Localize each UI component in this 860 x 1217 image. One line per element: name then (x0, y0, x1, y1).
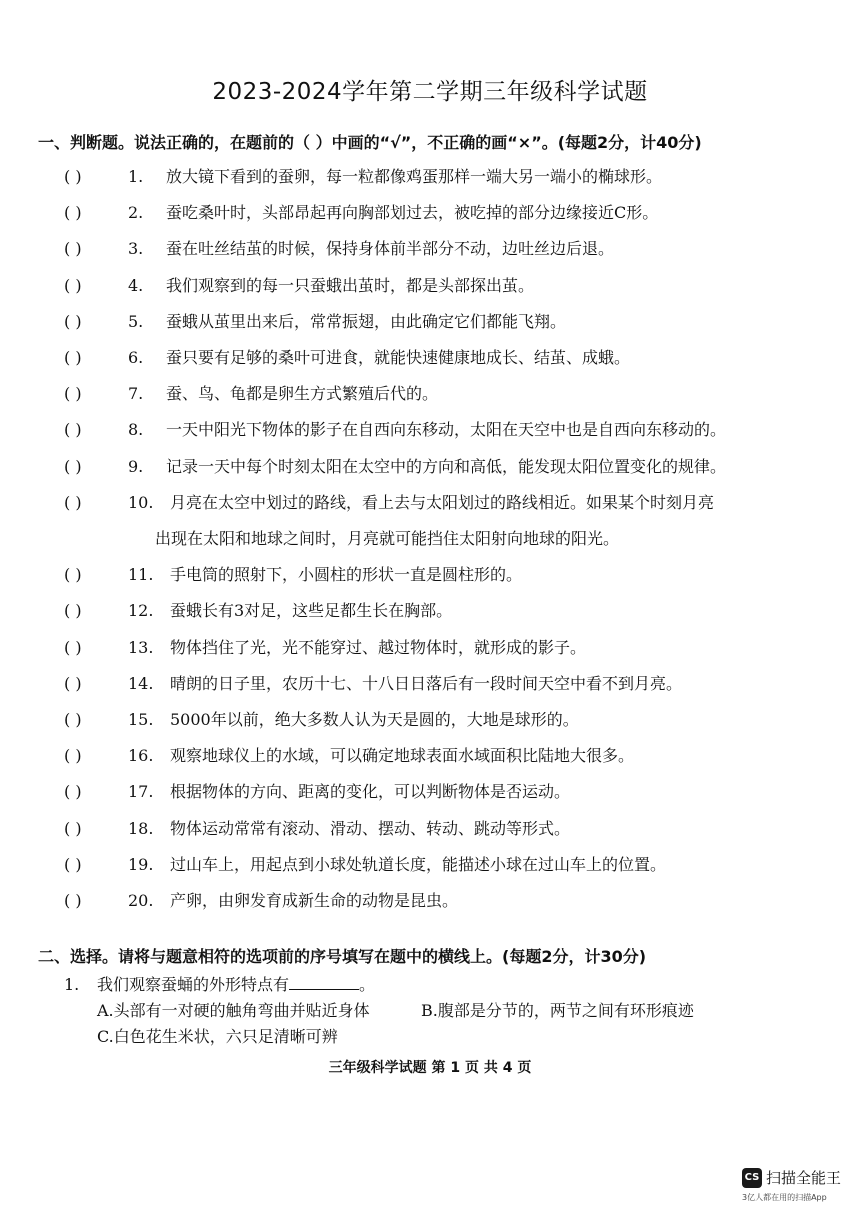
question-row (64, 235, 614, 263)
question-row (64, 163, 662, 191)
question-number: 13. (128, 638, 154, 657)
question-row (64, 489, 714, 517)
question-number: 10. (128, 493, 154, 512)
question-stem: 我们观察蚕蛹的外形特点有 (97, 975, 290, 994)
answer-parentheses[interactable]: ( ) (64, 420, 82, 439)
answer-parentheses[interactable]: ( ) (64, 565, 82, 584)
question-text: 晴朗的日子里，农历十七、十八日日落后有一段时间天空中看不到月亮。 (170, 674, 683, 693)
question-text: 根据物体的方向、距离的变化，可以判断物体是否运动。 (170, 782, 571, 801)
question-row (64, 597, 452, 625)
answer-parentheses[interactable]: ( ) (64, 493, 82, 512)
question-number: 6. (128, 348, 144, 367)
question-number: 5. (128, 312, 144, 331)
question-text: 放大镜下看到的蚕卵，每一粒都像鸡蛋那样一端大另一端小的椭球形。 (166, 167, 663, 186)
question-text: 记录一天中每个时刻太阳在太空中的方向和高低，能发现太阳位置变化的规律。 (166, 457, 727, 476)
answer-blank[interactable] (289, 975, 359, 990)
answer-parentheses[interactable]: ( ) (64, 891, 82, 910)
watermark-tagline: 3亿人都在用的扫描App (742, 1193, 827, 1202)
question-row (64, 199, 658, 227)
choice-question-1 (64, 972, 375, 998)
answer-parentheses[interactable]: ( ) (64, 457, 82, 476)
question-number: 20. (128, 891, 154, 910)
question-number: 1. (128, 167, 144, 186)
question-end-punct: 。 (359, 975, 376, 994)
question-text: 我们观察到的每一只蚕蛾出茧时，都是头部探出茧。 (166, 276, 535, 295)
question-text: 物体挡住了光，光不能穿过、越过物体时，就形成的影子。 (170, 638, 587, 657)
question-row (64, 815, 570, 843)
question-text: 月亮在太空中划过的路线，看上去与太阳划过的路线相近。如果某个时刻月亮 (170, 493, 715, 512)
camscanner-logo-icon: CS (742, 1168, 762, 1188)
question-row (64, 670, 682, 698)
question-row (64, 308, 566, 336)
answer-parentheses[interactable]: ( ) (64, 203, 82, 222)
question-row (64, 453, 726, 481)
exam-title: 2023-2024学年第二学期三年级科学试题 (212, 79, 648, 105)
question-number: 14. (128, 674, 154, 693)
question-text: 蚕只要有足够的桑叶可进食，就能快速健康地成长、结茧、成蛾。 (166, 348, 631, 367)
answer-parentheses[interactable]: ( ) (64, 638, 82, 657)
question-text: 手电筒的照射下，小圆柱的形状一直是圆柱形的。 (170, 565, 523, 584)
answer-parentheses[interactable]: ( ) (64, 384, 82, 403)
question-number: 18. (128, 819, 154, 838)
answer-parentheses[interactable]: ( ) (64, 348, 82, 367)
question-number: 2. (128, 203, 144, 222)
question-text: 物体运动常常有滚动、滑动、摆动、转动、跳动等形式。 (170, 819, 571, 838)
question-number: 4. (128, 276, 144, 295)
answer-parentheses[interactable]: ( ) (64, 276, 82, 295)
answer-parentheses[interactable]: ( ) (64, 746, 82, 765)
answer-parentheses[interactable]: ( ) (64, 819, 82, 838)
question-number: 17. (128, 782, 154, 801)
question-row (64, 416, 726, 444)
question-number: 16. (128, 746, 154, 765)
question-row (64, 706, 579, 734)
question-number: 8. (128, 420, 144, 439)
question-number: 7. (128, 384, 144, 403)
answer-parentheses[interactable]: ( ) (64, 167, 82, 186)
question-row (64, 742, 634, 770)
question-row (64, 344, 630, 372)
question-row (64, 380, 438, 408)
question-text: 过山车上，用起点到小球处轨道长度，能描述小球在过山车上的位置。 (170, 855, 667, 874)
question-row (64, 634, 586, 662)
option-b: B.腹部是分节的，两节之间有环形痕迹 (421, 1001, 694, 1020)
answer-parentheses[interactable]: ( ) (64, 601, 82, 620)
question-row (64, 272, 534, 300)
question-text: 蚕蛾从茧里出来后，常常振翅，由此确定它们都能飞翔。 (166, 312, 567, 331)
question-row (64, 887, 458, 915)
section2-heading: 二、选择。请将与题意相符的选项前的序号填写在题中的横线上。(每题2分，计30分) (38, 947, 647, 966)
question-number: 3. (128, 239, 144, 258)
option-c: C.白色花生米状，六只足清晰可辨 (97, 1027, 338, 1046)
answer-parentheses[interactable]: ( ) (64, 782, 82, 801)
watermark-app-name: 扫描全能王 (766, 1169, 842, 1187)
answer-parentheses[interactable]: ( ) (64, 312, 82, 331)
section1-heading: 一、判断题。说法正确的，在题前的（ ）中画的“√”，不正确的画“×”。(每题2分，计40分) (38, 133, 702, 152)
question-row (64, 561, 522, 589)
option-a: A.头部有一对硬的触角弯曲并贴近身体 (97, 1001, 370, 1020)
question-number: 11. (128, 565, 154, 584)
question-text: 蚕蛾长有3对足，这些足都生长在胸部。 (170, 601, 453, 620)
question-text: 蚕吃桑叶时，头部昂起再向胸部划过去，被吃掉的部分边缘接近C形。 (166, 203, 659, 222)
question-text: 蚕、鸟、龟都是卵生方式繁殖后代的。 (166, 384, 439, 403)
question-number: 9. (128, 457, 144, 476)
question-text: 5000年以前，绝大多数人认为天是圆的，大地是球形的。 (170, 710, 579, 729)
question-row (64, 778, 570, 806)
answer-parentheses[interactable]: ( ) (64, 855, 82, 874)
question-text: 观察地球仪上的水域，可以确定地球表面水域面积比陆地大很多。 (170, 746, 635, 765)
question-number: 1. (64, 975, 80, 994)
question-number: 15. (128, 710, 154, 729)
question-text: 一天中阳光下物体的影子在自西向东移动，太阳在天空中也是自西向东移动的。 (166, 420, 727, 439)
answer-parentheses[interactable]: ( ) (64, 674, 82, 693)
question-row (64, 851, 666, 879)
question-text: 产卵，由卵发育成新生命的动物是昆虫。 (170, 891, 459, 910)
page-footer: 三年级科学试题 第 1 页 共 4 页 (328, 1060, 532, 1076)
question-text: 蚕在吐丝结茧的时候，保持身体前半部分不动，边吐丝边后退。 (166, 239, 615, 258)
question-number: 19. (128, 855, 154, 874)
question-number: 12. (128, 601, 154, 620)
camscanner-watermark (742, 1168, 850, 1208)
answer-parentheses[interactable]: ( ) (64, 710, 82, 729)
question-text-continuation: 出现在太阳和地球之间时，月亮就可能挡住太阳射向地球的阳光。 (155, 529, 620, 548)
answer-parentheses[interactable]: ( ) (64, 239, 82, 258)
